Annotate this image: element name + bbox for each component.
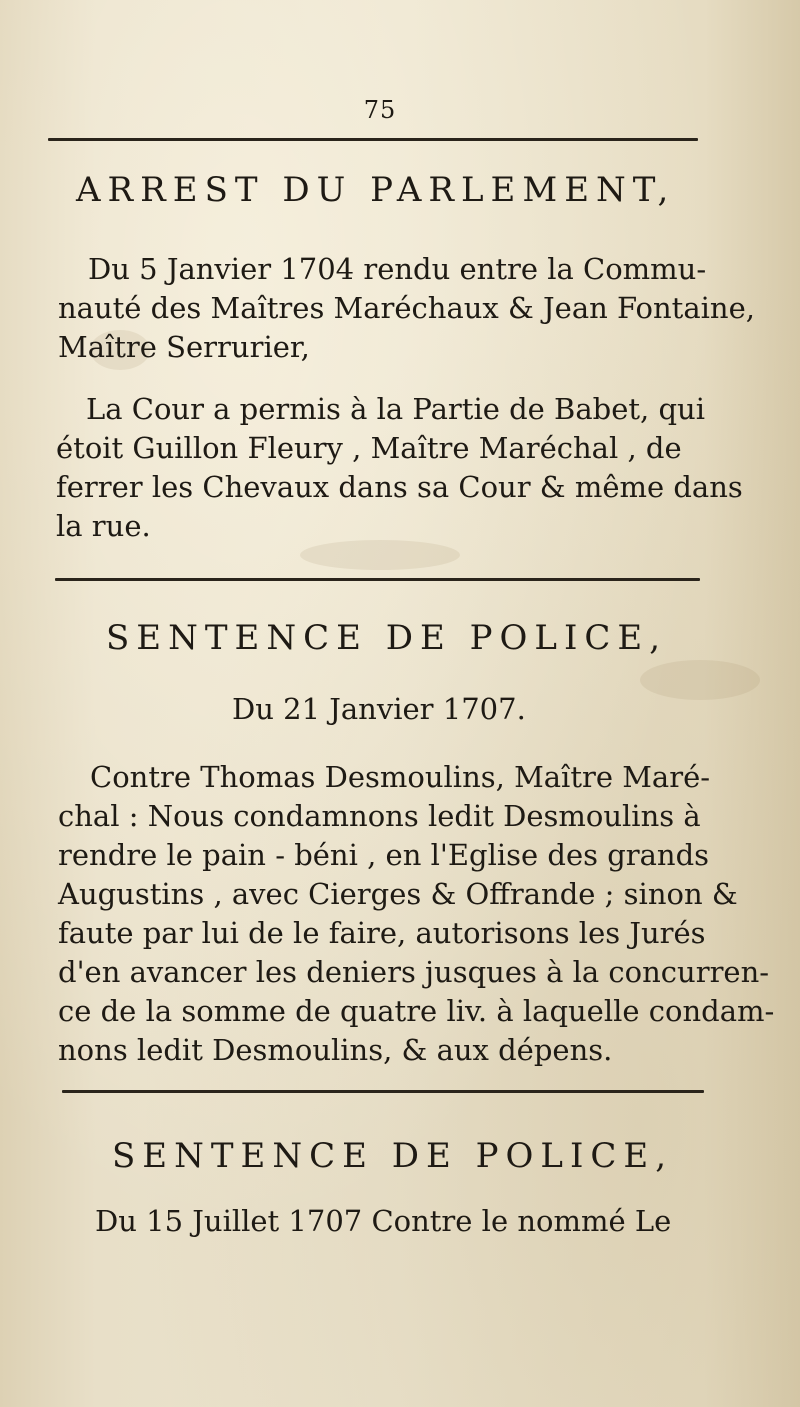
text-line: étoit Guillon Fleury , Maître Maréchal , de: [56, 431, 682, 465]
text-line: la rue.: [56, 509, 151, 543]
section-heading-arrest: ARREST DU PARLEMENT,: [76, 170, 676, 210]
text-line: nauté des Maîtres Maréchaux & Jean Fontaine,: [58, 291, 755, 325]
text-line: ferrer les Chevaux dans sa Cour & même dans: [56, 470, 743, 504]
paper-stain: [640, 660, 760, 700]
top-rule: [48, 138, 698, 141]
section-heading-sentence-2: SENTENCE DE POLICE,: [112, 1136, 674, 1176]
page-number: 75: [363, 96, 397, 124]
sentence-1-body: [58, 758, 774, 1070]
arrest-body: [56, 390, 743, 546]
text-line: faute par lui de le faire, autorisons les Jurés: [58, 916, 706, 950]
section-rule: [55, 578, 700, 581]
section-rule: [62, 1090, 704, 1093]
sentence-2-first-line: Du 15 Juillet 1707 Contre le nommé Le: [95, 1204, 672, 1238]
text-line: chal : Nous condamnons ledit Desmoulins à: [58, 799, 701, 833]
text-line: rendre le pain - béni , en l'Eglise des grands: [58, 838, 710, 872]
text-line: Du 5 Janvier 1704 rendu entre la Commu-: [88, 252, 707, 286]
text-line: Maître Serrurier,: [58, 330, 310, 364]
sentence-1-date: Du 21 Janvier 1707.: [232, 692, 526, 726]
text-line: Augustins , avec Cierges & Offrande ; sinon &: [58, 877, 738, 911]
section-heading-sentence-1: SENTENCE DE POLICE,: [106, 618, 668, 658]
text-line: nons ledit Desmoulins, & aux dépens.: [58, 1033, 613, 1067]
text-line: d'en avancer les deniers jusques à la concurren-: [58, 955, 770, 989]
arrest-intro: [58, 250, 755, 367]
text-line: La Cour a permis à la Partie de Babet, qui: [86, 392, 705, 426]
text-line: ce de la somme de quatre liv. à laquelle condam-: [58, 994, 775, 1028]
text-line: Contre Thomas Desmoulins, Maître Maré-: [90, 760, 711, 794]
